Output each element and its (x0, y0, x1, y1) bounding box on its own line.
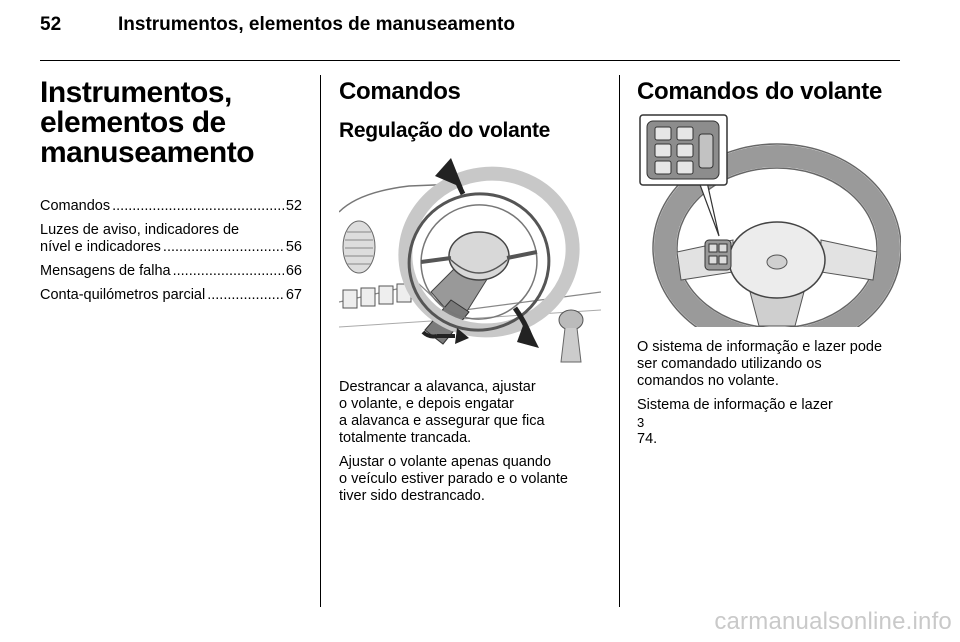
toc-label: nível e indicadores (40, 239, 161, 255)
toc-leader-dots (112, 198, 284, 215)
text-line: totalmente trancada. (339, 430, 472, 446)
toc-entry[interactable] (40, 287, 302, 304)
text-line: O sistema de informação e lazer pode (637, 339, 883, 355)
body-paragraph (637, 339, 903, 390)
column-divider-2 (619, 75, 620, 607)
chapter-title-line: manuseamento (40, 136, 255, 169)
subsection-title-regulacao: Regulação do volante (339, 119, 551, 142)
text-line: comandos no volante. (637, 373, 779, 389)
toc-label: Mensagens de falha (40, 263, 171, 279)
toc-page: 52 (285, 198, 302, 214)
section-title-comandos: Comandos (339, 78, 461, 105)
toc-row (40, 263, 302, 280)
text-line: a alavanca e assegurar que fica (339, 413, 545, 429)
chapter-toc (40, 198, 302, 304)
text-line: ser comandado utilizando os (637, 356, 822, 372)
toc-leader-dots (207, 287, 284, 304)
chapter-title-line: elementos de (40, 106, 226, 139)
steering-controls-column (637, 78, 903, 455)
text-line: o volante, e depois engatar (339, 396, 514, 412)
toc-page: 56 (285, 239, 302, 255)
text-line: Destrancar a alavanca, ajustar (339, 379, 536, 395)
chapter-title (40, 78, 302, 168)
toc-page: 66 (285, 263, 302, 279)
toc-entry[interactable] (40, 198, 302, 215)
toc-row (40, 287, 302, 304)
body-paragraph (339, 379, 601, 447)
body-paragraph (637, 397, 903, 448)
reference-arrow-icon: 3 (637, 415, 645, 430)
body-paragraph (339, 454, 601, 505)
steering-controls-illustration (637, 112, 901, 327)
toc-page: 67 (285, 287, 302, 303)
page-number: 52 (40, 14, 62, 35)
watermark-text: carmanualsonline.info (714, 608, 952, 635)
text-line: Sistema de informação e lazer (637, 397, 833, 413)
column-divider-1 (320, 75, 321, 607)
toc-leader-dots (163, 239, 284, 256)
toc-entry[interactable] (40, 222, 302, 256)
header-rule (40, 60, 900, 61)
toc-leader-dots (173, 263, 284, 280)
toc-row (40, 198, 302, 215)
text-line: tiver sido destrancado. (339, 488, 485, 504)
chapter-column (40, 78, 302, 311)
steering-adjust-column (339, 78, 601, 512)
text-line: Ajustar o volante apenas quando (339, 454, 552, 470)
text-line: o veículo estiver parado e o volante (339, 471, 568, 487)
toc-entry[interactable] (40, 263, 302, 280)
running-header-title: Instrumentos, elementos de manuseamento (118, 14, 515, 35)
reference-page: 74. (637, 431, 658, 447)
toc-row (40, 239, 302, 256)
steering-adjust-illustration (339, 152, 601, 367)
toc-label: Luzes de aviso, indicadores de (40, 222, 240, 238)
toc-label: Comandos (40, 198, 111, 214)
toc-label: Conta-quilómetros parcial (40, 287, 206, 303)
chapter-title-line: Instrumentos, (40, 76, 232, 109)
cross-reference[interactable] (637, 414, 903, 448)
section-title-comandos-volante: Comandos do volante (637, 78, 882, 105)
